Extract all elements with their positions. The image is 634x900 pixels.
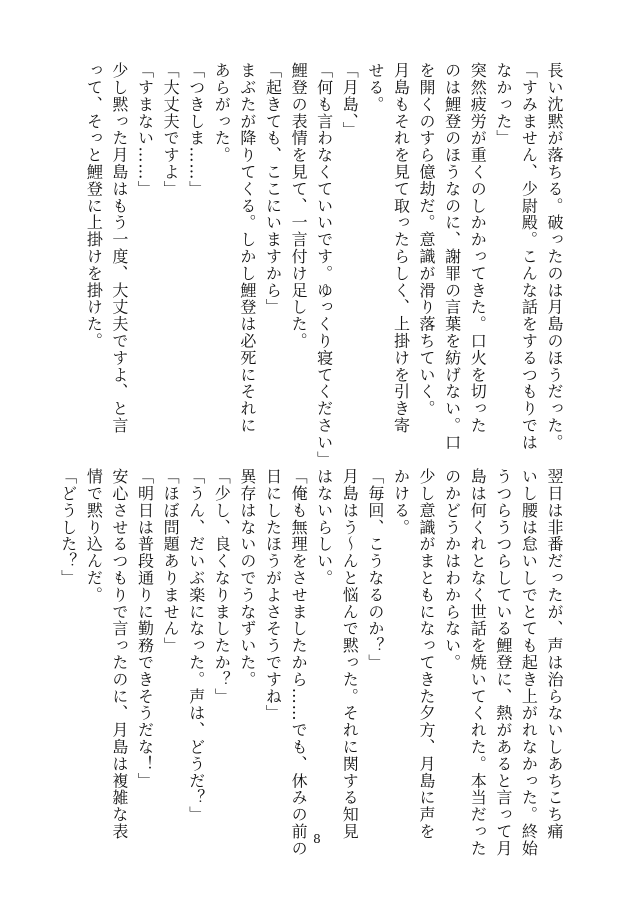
text-line: 月島もそれを見て取ったらしく、上掛けを引き寄	[391, 62, 411, 434]
text-line: 「俺も無理をさせましたから……でも、休みの前の	[289, 468, 309, 857]
text-line: 異存はないのでうなずいた。	[237, 468, 257, 688]
text-line: まぶたが降りてくる。しかし鯉登は必死にそれに	[237, 62, 257, 434]
text-line: を開くのすら億劫だ。意識が滑り落ちていく。	[417, 62, 437, 417]
text-line: かける。	[391, 468, 411, 536]
text-line: 「どうした？」	[58, 468, 78, 587]
text-line: のは鯉登のほうなのに、謝罪の言葉を紡げない。口	[442, 62, 462, 451]
text-line: 安心させるつもりで言ったのに、月島は複雑な表	[109, 468, 129, 840]
text-line: いし腰は怠いしでとても起き上がれなかった。終始	[519, 468, 539, 857]
text-line: 「すみません、少尉殿。こんな話をするつもりでは	[519, 62, 539, 451]
lower-text-block	[55, 468, 567, 858]
text-line: 情で黙り込んだ。	[84, 468, 104, 604]
text-line: 少し意識がまともになってきた夕方、月島に声を	[417, 468, 437, 840]
text-line: 「毎回、こうなるのか？」	[365, 468, 385, 671]
text-line: 島は何くれとなく世話を焼いてくれた。本当だった	[468, 468, 488, 857]
text-line: 「うん、だいぶ楽になった。声は、どうだ？」	[186, 468, 206, 823]
text-line: 「ほぼ問題ありません」	[161, 468, 181, 654]
text-line: 「月島、」	[340, 62, 360, 139]
text-line: うつらうつらしている鯉登に、熱があると言って月	[493, 468, 513, 857]
text-line: 「何も言わなくていいです。ゆっくり寝てください」	[314, 62, 334, 468]
text-line: のかどうかはわからない。	[442, 468, 462, 671]
upper-text-block	[81, 62, 567, 468]
text-line: 「大丈夫ですよ」	[161, 62, 181, 198]
text-line: なかった」	[493, 62, 513, 147]
text-line: 「すまない……」	[135, 62, 155, 198]
text-line: 「明日は普段通りに勤務できそうだな！」	[135, 468, 155, 790]
text-line: 「少し、良くなりましたか？」	[212, 468, 232, 705]
text-line: 少し黙った月島はもう一度、大丈夫ですよ、と言	[109, 62, 129, 434]
text-line: あらがった。	[212, 62, 232, 164]
text-line: 突然疲労が重くのしかかってきた。口火を切った	[468, 62, 488, 434]
text-line: 「つきしま……」	[186, 62, 206, 198]
text-line: 長い沈黙が落ちる。破ったのは月島のほうだった。	[545, 62, 564, 451]
text-line: って、そっと鯉登に上掛けを掛けた。	[84, 62, 104, 350]
text-line: はないらしい。	[314, 468, 334, 587]
text-line: 「起きても、ここにいますから」	[263, 62, 283, 316]
text-line: 翌日は非番だったが、声は治らないしあちこち痛	[545, 468, 564, 840]
text-line: 月島はう〜んと悩んで黙った。それに関する知見	[340, 468, 360, 840]
text-line: せる。	[365, 62, 385, 113]
page-number: 8	[313, 832, 321, 846]
text-line: 日にしたほうがよさそうですね」	[263, 468, 283, 722]
text-line: 鯉登の表情を見て、一言付け足した。	[289, 62, 309, 350]
